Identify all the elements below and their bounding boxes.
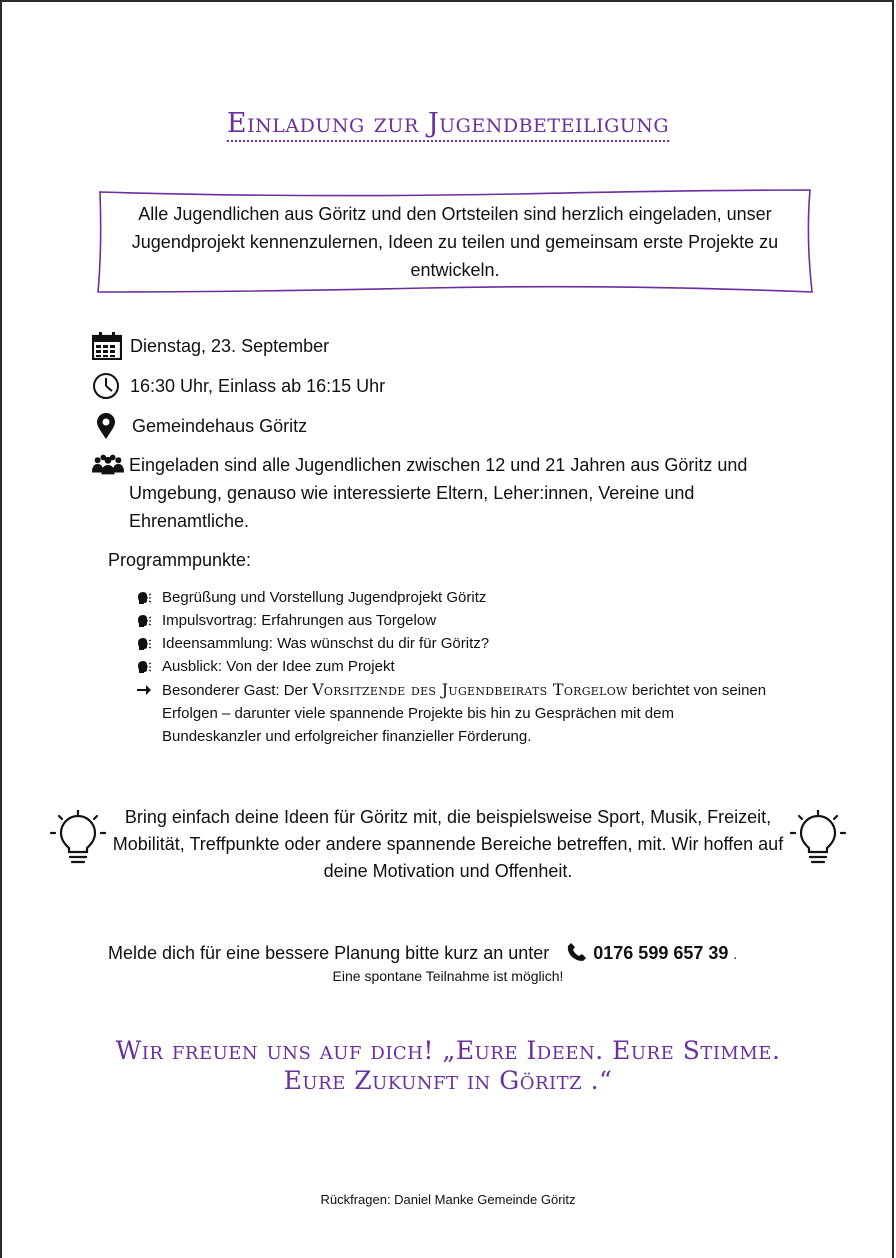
date-row — [92, 332, 770, 360]
register-text: Melde dich für eine bessere Planung bitte kurz an unter — [108, 943, 550, 963]
speaking-head-icon — [136, 632, 162, 655]
people-group-icon — [92, 451, 124, 479]
speaking-head-icon — [136, 586, 162, 609]
lightbulb-icon — [790, 810, 846, 875]
spontaneous-note: Eine spontane Teilnahme ist möglich! — [332, 968, 564, 984]
guest-name: Vorsitzende des Jugendbeirats Torgelow — [312, 680, 628, 699]
location-row — [92, 412, 772, 440]
time-row — [92, 372, 770, 400]
bring-ideas-text: Bring einfach deine Ideen für Göritz mit, die beispielsweise Sport, Musik, Freizeit, Mobilität, Treffpunkte oder andere spannende Bereiche betreffen, mit. Wir hoffen auf deine Motivation und Offenheit. — [112, 807, 784, 881]
closing-message — [0, 1036, 896, 1096]
closing-line-1: Wir freuen uns auf dich! „Eure Ideen. Eure Stimme. — [115, 1036, 781, 1065]
closing-line-2: Eure Zukunft in Göritz .“ — [283, 1066, 613, 1095]
program-item-text: Impulsvortrag: Erfahrungen aus Torgelow — [162, 612, 437, 629]
speaking-head-icon — [136, 655, 162, 678]
program-list — [136, 586, 776, 748]
location-text: Gemeindehaus Göritz — [132, 416, 308, 436]
phone-icon — [567, 942, 587, 969]
special-guest-item — [136, 678, 776, 748]
phone-number[interactable]: 0176 599 657 39 — [593, 943, 729, 963]
intro-text: Alle Jugendlichen aus Göritz und den Ortsteilen sind herzlich eingeladen, unser Jugendprojekt kennenzulernen, Ideen zu teilen und gemeinsam erste Projekte zu entwickeln. — [131, 204, 779, 280]
location-pin-icon — [92, 412, 124, 440]
program-heading: Programmpunkte: — [108, 550, 252, 570]
audience-text: Eingeladen sind alle Jugendlichen zwischen 12 und 21 Jahren aus Göritz und Umgebung, genauso wie interessierte Eltern, Leher:innen, Vereine und Ehrenamtliche. — [129, 455, 748, 531]
list-item — [136, 609, 776, 632]
lightbulb-icon — [50, 810, 106, 875]
footer-contact: Rückfragen: Daniel Manke Gemeinde Göritz — [320, 1192, 576, 1207]
program-item-text: Ausblick: Von der Idee zum Projekt — [162, 658, 395, 675]
date-text: Dienstag, 23. September — [130, 336, 330, 356]
page-title: Einladung zur Jugendbeteiligung — [0, 108, 896, 139]
calendar-icon — [92, 332, 124, 360]
intro-box — [96, 188, 814, 294]
list-item — [136, 655, 776, 678]
list-item — [136, 586, 776, 609]
speaking-head-icon — [136, 609, 162, 632]
audience-row — [92, 451, 769, 535]
special-guest-text: Besonderer Gast: Der Vorsitzende des Jugendbeirats Torgelow berichtet von seinen Erfolgen – darunter viele spannende Projekte bis hin zu Gesprächen mit dem Bundeskanzler und erfolgreicher finanzieller Förderung. — [162, 680, 767, 745]
program-item-text: Ideensammlung: Was wünschst du dir für Göritz? — [162, 635, 490, 652]
program-item-text: Begrüßung und Vorstellung Jugendprojekt Göritz — [162, 589, 487, 606]
time-text: 16:30 Uhr, Einlass ab 16:15 Uhr — [130, 376, 386, 396]
clock-icon — [92, 372, 124, 400]
list-item — [136, 632, 776, 655]
register-line: Melde dich für eine bessere Planung bitte kurz an unter 0176 599 657 39 . — [108, 940, 737, 969]
arrow-right-icon — [136, 678, 162, 701]
